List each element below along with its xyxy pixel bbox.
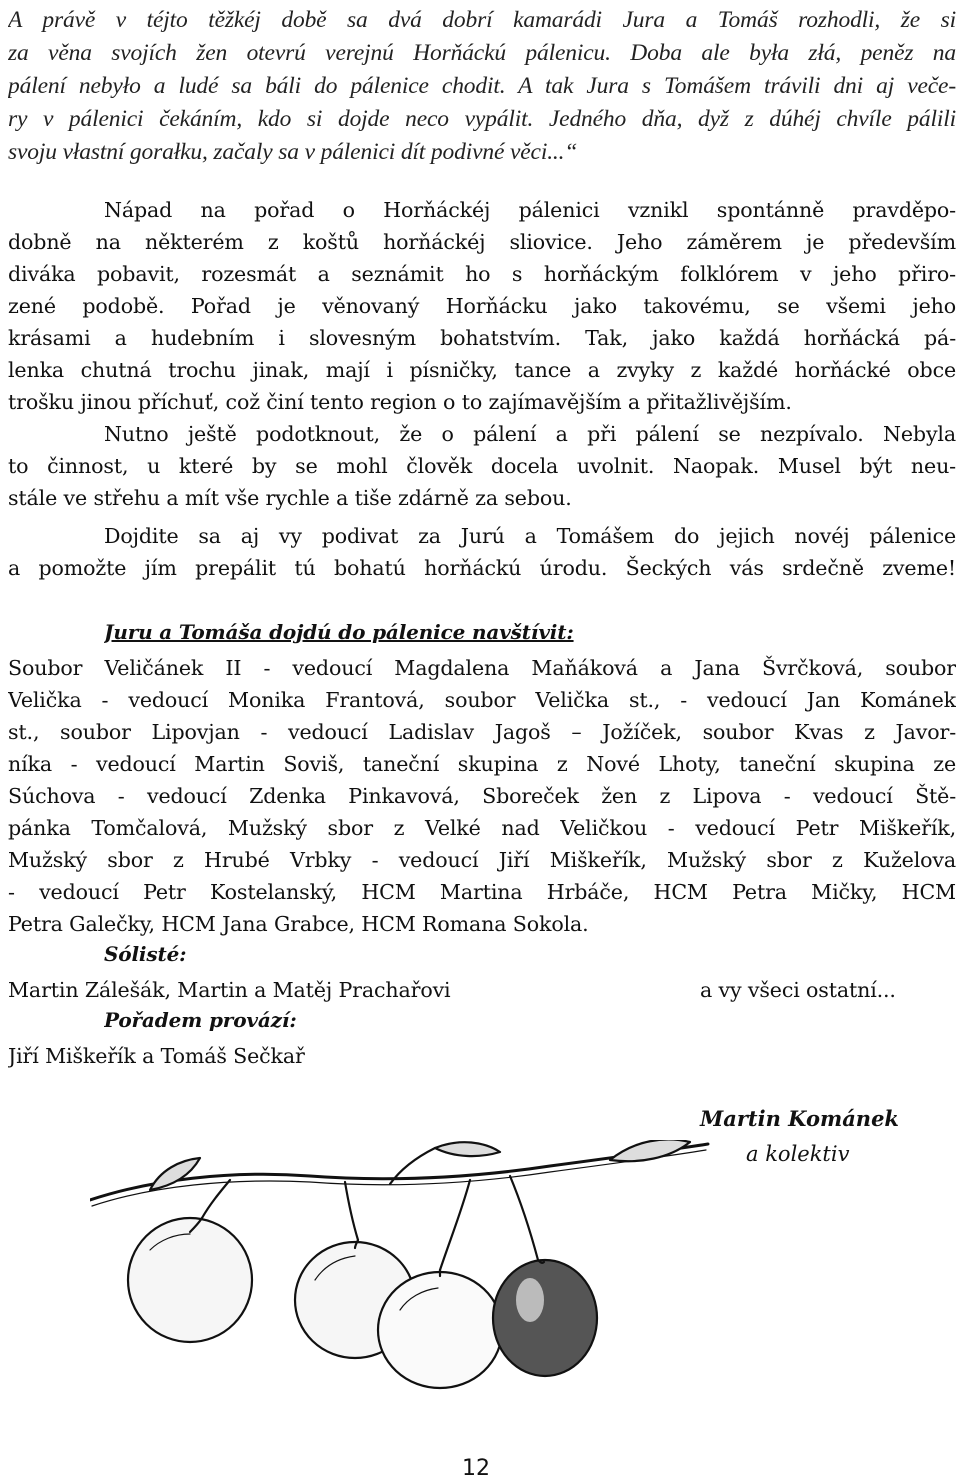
visitors-line: - vedoucí Petr Kostelanský, HCM Martina Hrbáče, HCM Petra Mičky, HCM [8,880,956,904]
signature-subtitle: a kolektiv [746,1142,850,1166]
body-line: diváka pobavit, rozesmát a seznámit ho s horňáckým folklórem v jeho přiro- [8,262,956,286]
signature-name: Martin Kománek [700,1106,899,1131]
body-line: stále ve střehu a mít vše rychle a tiše zdárně za sebou. [8,486,572,510]
visitors-line: níka - vedoucí Martin Soviš, taneční skupina z Nové Lhoty, taneční skupina ze [8,752,956,776]
body-line: a pomožte jím prepálit tú bohatú horňáckú úrodu. Šeckých vás srdečně zveme! [8,556,956,580]
body-line: Nápad na pořad o Horňáckéj pálenici vznikl spontánně pravděpo- [104,198,956,222]
page-number: 12 [462,1456,490,1481]
host-text: Jiří Miškeřík a Tomáš Sečkař [8,1044,305,1068]
visitors-line: Mužský sbor z Hrubé Vrbky - vedoucí Jiří Miškeřík, Mužský sbor z Kuželova [8,848,956,872]
intro-line: za věna svojích žen otevrú verejnú Horňáckú pálenicu. Doba ale była złá, peněz na [8,40,956,66]
body-line: Dojdite sa aj vy podivat za Jurú a Tomášem do jejich novéj pálenice [104,524,956,548]
visitors-heading: Juru a Tomáša dojdú do pálenice navštívit: [104,620,574,644]
visitors-line: Petra Galečky, HCM Jana Grabce, HCM Romana Sokola. [8,912,589,936]
body-line: zené podobě. Pořad je věnovaný Horňácku jako takovému, se všemi jeho [8,294,956,318]
visitors-line: Súchova - vedoucí Zdenka Pinkavová, Sboreček žen z Lipova - vedoucí Ště- [8,784,956,808]
visitors-line: Soubor Veličánek II - vedoucí Magdalena Maňáková a Jana Švrčková, soubor [8,656,956,680]
body-line: Nutno ještě podotknout, že o pálení a při pálení se nezpívalo. Nebyla [104,422,956,446]
body-line: krásami a hudebním i slovesným bohatstvím. Tak, jako každá horňácká pá- [8,326,956,350]
others-text: a vy všeci ostatní... [700,978,896,1002]
soloists-heading: Sólisté: [104,942,187,966]
plum-branch-drawing [90,1140,710,1390]
visitors-line: st., soubor Lipovjan - vedoucí Ladislav Jagoš – Jožíček, soubor Kvas z Javor- [8,720,956,744]
body-line: trošku jinou příchuť, což činí tento region o to zajímavějším a přitažlivějším. [8,390,792,414]
intro-line: ry v pálenici čekáním, kdo si dojde neco vypálit. Jedného dňa, dyž z dúhéj chvíle pálili [8,106,956,132]
intro-line: A právě v téjto těžkéj době sa dvá dobrí kamarádi Jura a Tomáš rozhodli, že si [8,7,956,33]
host-heading: Pořadem provází: [104,1008,297,1032]
visitors-line: Velička - vedoucí Monika Frantová, soubor Velička st., - vedoucí Jan Kománek [8,688,956,712]
body-line: to činnost, u které by se mohl člověk docela uvolnit. Naopak. Musel být neu- [8,454,956,478]
soloists-text: Martin Zálešák, Martin a Matěj Prachařovi [8,978,451,1002]
body-line: lenka chutná trochu jinak, mají i písničky, tance a zvyky z každé horňácké obce [8,358,956,382]
intro-line: svoju vłastní gorałku, začaly sa v pálenici dít podivné věci...“ [8,139,578,165]
visitors-line: pánka Tomčalová, Mužský sbor z Velké nad Veličkou - vedoucí Petr Miškeřík, [8,816,956,840]
intro-line: pálení nebyło a ludé sa báli do pálenice chodit. A tak Jura s Tomášem trávili dni aj veče- [8,73,956,99]
body-line: dobně na některém z koštů horňáckéj sliovice. Jeho záměrem je především [8,230,956,254]
